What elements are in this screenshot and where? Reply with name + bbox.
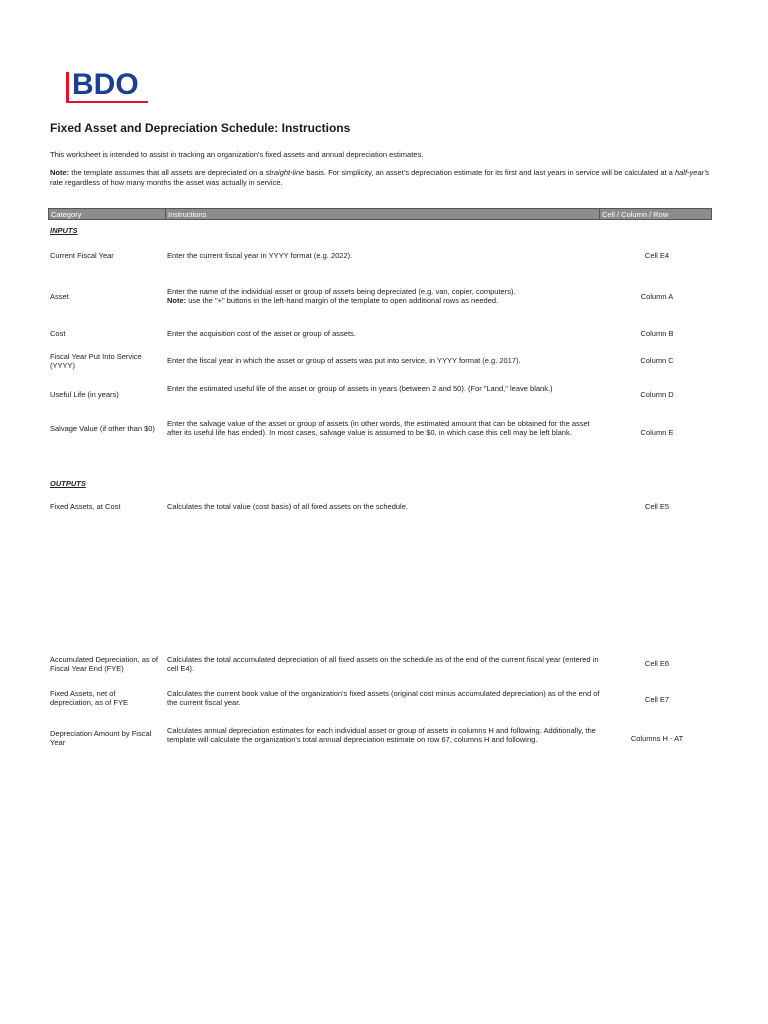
outputs-section-label: OUTPUTS (50, 479, 86, 488)
output-row-instructions: Calculates the current book value of the organization's fixed assets (original cost minus accumulated depreciation) as of the end of the current fiscal year. (167, 689, 600, 707)
input-row-category: Salvage Value (if other than $0) (50, 424, 155, 433)
input-row-instructions (167, 287, 602, 305)
input-row-location: Column E (640, 428, 674, 437)
note-part3: rate regardless of how many months the asset was actually in service. (50, 177, 283, 187)
input-row-category: Asset (50, 292, 69, 301)
input-row-location: Column B (640, 329, 674, 338)
bdo-logo (66, 70, 150, 106)
header-category: Category (51, 210, 82, 219)
input-row-category: Useful Life (in years) (50, 390, 119, 399)
page-title: Fixed Asset and Depreciation Schedule: Instructions (50, 121, 351, 135)
output-row-instructions: Calculates annual depreciation estimates for each individual asset or group of assets in columns H and following. Additionally, the template will calculate the organization's total annual depreciation estimate on row 67, columns H and following. (167, 726, 596, 744)
input-row-location: Column A (640, 292, 674, 301)
intro-text: This worksheet is intended to assist in tracking an organization's fixed assets and annual depreciation estimates. (50, 150, 424, 159)
input-row-instructions: Enter the estimated useful life of the asset or group of assets in years (between 2 and 50). (For "Land," leave blank.) (167, 384, 553, 393)
output-row-location: Cell E5 (644, 502, 670, 511)
output-row-location: Cell E7 (644, 695, 670, 704)
input-row-location: Column C (640, 356, 674, 365)
note-italic1: straight-line (265, 168, 305, 177)
output-row-category: Fixed Assets, net of depreciation, as of FYE (50, 689, 128, 707)
output-row-category: Fixed Assets, at Cost (50, 502, 121, 511)
note-italic2: half-year's (674, 168, 710, 177)
output-row-category: Accumulated Depreciation, as of Fiscal Year End (FYE) (50, 655, 158, 673)
output-row-location: Cell E6 (644, 659, 670, 668)
note-paragraph (50, 168, 710, 187)
input-row-instructions: Enter the salvage value of the asset or group of assets (in other words, the estimated amount that can be obtained for the asset after its useful life has ended). In most cases, salvage value is assumed to be $0, in which case this cell may be left blank. (167, 419, 590, 437)
output-row-instructions: Calculates the total value (cost basis) of all fixed assets on the schedule. (167, 502, 408, 511)
output-row-category: Depreciation Amount by Fiscal Year (50, 729, 152, 747)
input-row-location: Column D (640, 390, 674, 399)
asset-note-text: use the "+" buttons in the left-hand margin of the template to open additional rows as needed. (186, 296, 499, 305)
asset-instructions-text: Enter the name of the individual asset or group of assets being depreciated (e.g. van, copier, computers). (167, 287, 516, 296)
inputs-section-label: INPUTS (50, 226, 78, 235)
input-row-instructions: Enter the current fiscal year in YYYY format (e.g. 2022). (167, 251, 353, 260)
input-row-category: Current Fiscal Year (50, 251, 114, 260)
note-label: Note: (50, 168, 70, 177)
logo-underline (66, 101, 148, 103)
header-instructions: Instructions (168, 210, 207, 219)
input-row-instructions: Enter the acquisition cost of the asset or group of assets. (167, 329, 356, 338)
header-cell-column-row: Cell / Column / Row (602, 210, 669, 219)
input-row-instructions: Enter the fiscal year in which the asset or group of assets was put into service, in YYYY format (e.g. 2017). (167, 356, 521, 365)
output-row-location: Columns H - AT (630, 734, 684, 743)
output-row-instructions: Calculates the total accumulated depreciation of all fixed assets on the schedule as of the end of the current fiscal year (entered in cell E4). (167, 655, 599, 673)
logo-bar (66, 72, 69, 102)
input-row-category: Fiscal Year Put Into Service (YYYY) (50, 352, 142, 370)
note-part2: basis. For simplicity, an asset's depreciation estimate for its first and last years in service will be calculated at a (304, 168, 675, 177)
logo-text: BDO (72, 68, 139, 101)
asset-note-label: Note: (167, 296, 187, 305)
input-row-category: Cost (50, 329, 66, 338)
note-part1: the template assumes that all assets are depreciated on a (69, 168, 266, 177)
table-header (48, 208, 712, 220)
input-row-location: Cell E4 (644, 251, 670, 260)
